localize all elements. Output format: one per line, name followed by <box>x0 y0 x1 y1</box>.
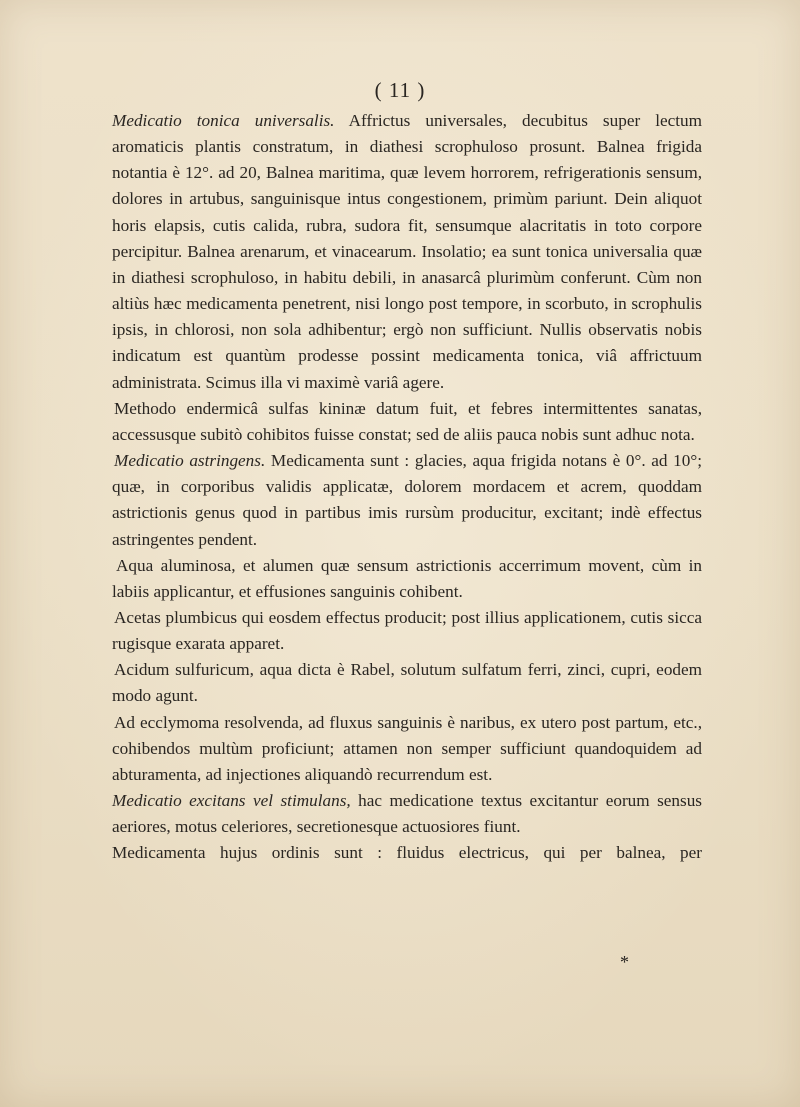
paragraph-text: Aqua aluminosa, et alumen quæ sensum astrictionis accerrimum movent, cùm in labiis applicantur, et effusiones sanguinis cohibent. <box>112 555 702 601</box>
paragraph-astringens <box>112 448 702 553</box>
section-heading-excitans: Medicatio excitans vel stimulans, <box>112 791 351 811</box>
paragraph-aluminosa <box>112 553 702 605</box>
paragraph-text: Affrictus universales, decubitus super lectum aromaticis plantis constratum, in diathesi scrophuloso prosunt. Balnea frigida notantia è 12°. ad 20, Balnea maritima, quæ levem horrorem, refrigerationis sensum, dolores in artubus, sanguinisque intus congestionem, primùm pariunt. Dein aliquot horis elapsis, cutis calida, rubra, sudora fit, sensumque alacritatis in toto corpore percipitur. Balnea arenarum, et vinacearum. Insolatio; ea sunt tonica universalia quæ in diathesi scrophuloso, in habitu debili, in anasarcâ plurimùm conferunt. Cùm non altiùs hæc medicamenta penetrent, nisi longo post tempore, in scorbuto, in scrophulis ipsis, in chlorosi, non sola adhibentur; ergò non sufficiunt. Nullis observatis nobis indicatum est quantùm prodesse possint medicamenta tonica, viâ affrictuum administrata. Scimus illa vi maximè variâ agere. <box>112 111 702 392</box>
paragraph-text: Medicamenta hujus ordinis sunt : fluidus electricus, qui per balnea, per <box>112 843 702 863</box>
paragraph-text: Medicamenta sunt : glacies, aqua frigida notans è 0°. ad 10°; quæ, in corporibus validis applicatæ, dolorem mordacem et acrem, quoddam astrictionis genus quod in partibus imis rursùm producitur, excitant; indè effectus astringentes pendent. <box>112 451 702 549</box>
paragraph-text: Methodo endermicâ sulfas kininæ datum fuit, et febres intermittentes sanatas, accessusque subitò cohibitos fuisse constat; sed de aliis pauca nobis sunt adhuc nota. <box>112 398 702 444</box>
page-number: ( 11 ) <box>374 78 426 102</box>
paragraph-excitans <box>112 788 702 840</box>
body-text <box>112 108 702 867</box>
section-heading-astringens: Medicatio astringens. <box>114 451 266 471</box>
paragraph-endermica <box>112 396 702 448</box>
paragraph-acetas <box>112 605 702 657</box>
signature-mark: * <box>620 952 629 972</box>
paragraph-tonica <box>112 108 702 396</box>
paragraph-text: Ad ecclymoma resolvenda, ad fluxus sanguinis è naribus, ex utero post partum, etc., cohibendos multùm proficiunt; attamen non semper sufficiunt quandoquidem ad abturamenta, ad injectiones aliquandò recurrendum est. <box>112 712 702 784</box>
paragraph-text: Acetas plumbicus qui eosdem effectus producit; post illius applicationem, cutis sicca rugisque exarata apparet. <box>112 607 702 654</box>
paragraph-acidum <box>112 657 702 709</box>
paragraph-ecclymoma <box>112 710 702 788</box>
paragraph-text: Acidum sulfuricum, aqua dicta è Rabel, solutum sulfatum ferri, zinci, cupri, eodem modo agunt. <box>112 660 702 706</box>
paragraph-text: hac medicatione textus excitantur eorum sensus aeriores, motus celeriores, secretionesque actuosiores fiunt. <box>112 791 702 837</box>
paragraph-medicamenta <box>112 840 702 866</box>
section-heading-tonica: Medicatio tonica universalis. <box>112 111 335 130</box>
